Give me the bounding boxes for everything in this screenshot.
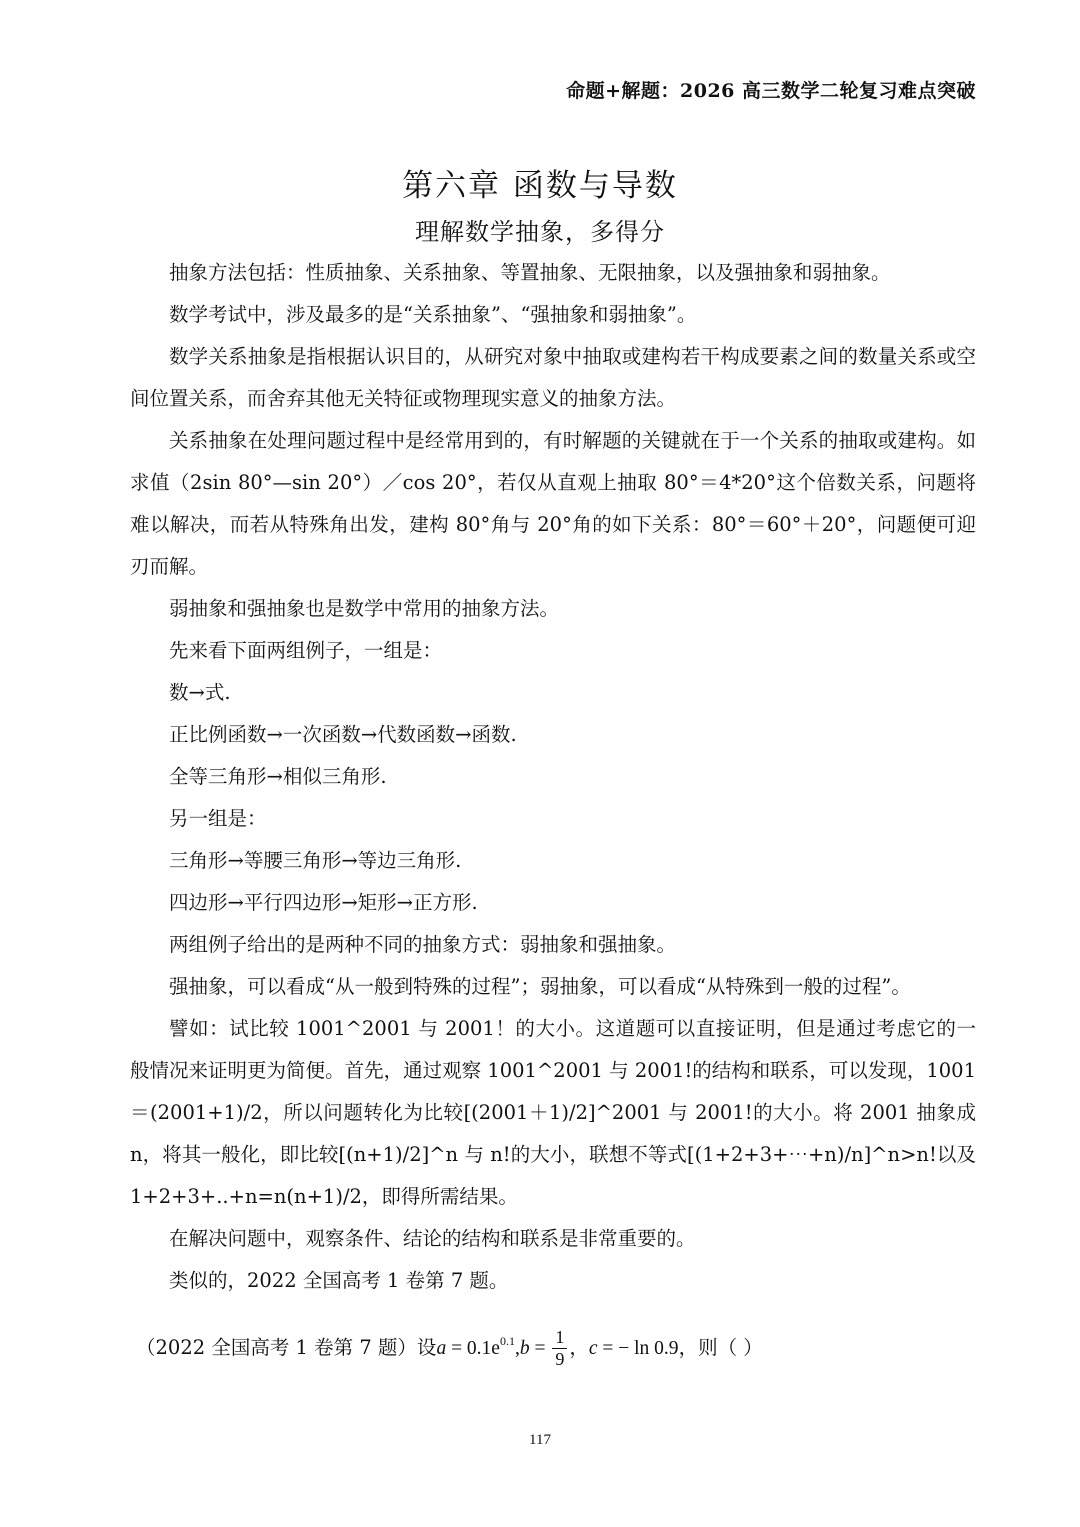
paragraph: 数学关系抽象是指根据认识目的，从研究对象中抽取或建构若干构成要素之间的数量关系或空间位置关系，而舍弃其他无关特征或物理现实意义的抽象方法。	[130, 345, 976, 410]
paragraph: 先来看下面两组例子，一组是：	[169, 639, 443, 662]
paragraph: 正比例函数→一次函数→代数函数→函数.	[169, 723, 517, 746]
running-header: 命题+解题：2026 高三数学二轮复习难点突破	[566, 80, 976, 102]
exam-problem	[136, 1320, 980, 1370]
paragraph: 另一组是：	[169, 807, 267, 830]
paragraph: 弱抽象和强抽象也是数学中常用的抽象方法。	[169, 597, 560, 620]
paragraph: 四边形→平行四边形→矩形→正方形.	[169, 891, 478, 914]
fraction-one-ninth	[552, 1327, 567, 1369]
equals: =	[529, 1338, 551, 1359]
paragraph: 全等三角形→相似三角形.	[169, 765, 387, 788]
paragraph: 数→式.	[169, 681, 231, 704]
paragraph: 譬如：试比较 1001^2001 与 2001！的大小。这道题可以直接证明，但是通过考虑它的一般情况来证明更为简便。首先，通过观察 1001^2001 与 2001!的结构和联系，可以发现，1001＝(2001+1)/2，所以问题转化为比较[(2001＋1)/2]^2001 与 2001!的大小。将 2001 抽象成 n，将其一般化，即比较[(n+1)/2]^n 与 n!的大小，联想不等式[(1+2+3+⋯+n)/n]^n>n!以及 1+2+3+..+n=n(n+1)/2，即得所需结果。	[130, 1017, 976, 1208]
expr-c: = − ln 0.9	[597, 1338, 679, 1359]
paragraph: 两组例子给出的是两种不同的抽象方式：弱抽象和强抽象。	[169, 933, 677, 956]
paragraph: 在解决问题中，观察条件、结论的结构和联系是非常重要的。	[169, 1227, 696, 1250]
fraction-numerator: 1	[552, 1327, 567, 1349]
fraction-denominator: 9	[555, 1349, 565, 1369]
paragraph: 抽象方法包括：性质抽象、关系抽象、等置抽象、无限抽象，以及强抽象和弱抽象。	[169, 261, 891, 284]
paragraph: 强抽象，可以看成“从一般到特殊的过程”；弱抽象，可以看成“从特殊到一般的过程”。	[169, 975, 911, 998]
paragraph: 关系抽象在处理问题过程中是经常用到的，有时解题的关键就在于一个关系的抽取或建构。如求值（2sin 80°—sin 20°）／cos 20°，若仅从直观上抽取 80°＝4*20°这个倍数关系，问题将难以解决，而若从特殊角出发，建构 80°角与 20°角的如下关系：80°＝60°＋20°，问题便可迎刃而解。	[130, 429, 976, 578]
exponent: 0.1	[499, 1334, 515, 1348]
chapter-title: 第六章 函数与导数	[402, 168, 678, 204]
body-text	[130, 252, 976, 1302]
separator: ，	[569, 1336, 589, 1359]
problem-source: （2022 全国高考 1 卷第 7 题）设	[136, 1336, 437, 1359]
var-c: c	[588, 1338, 598, 1359]
comma: ,	[514, 1338, 520, 1359]
page-number: 117	[529, 1432, 551, 1448]
expr-a: = 0.1e	[446, 1338, 500, 1359]
problem-tail: ，则（ ）	[678, 1336, 763, 1359]
paragraph: 数学考试中，涉及最多的是“关系抽象”、“强抽象和弱抽象”。	[169, 303, 697, 326]
var-a: a	[436, 1338, 447, 1359]
chapter-subtitle: 理解数学抽象，多得分	[415, 218, 665, 246]
var-b: b	[519, 1338, 530, 1359]
paragraph: 类似的，2022 全国高考 1 卷第 7 题。	[169, 1269, 509, 1292]
paragraph: 三角形→等腰三角形→等边三角形.	[169, 849, 462, 872]
